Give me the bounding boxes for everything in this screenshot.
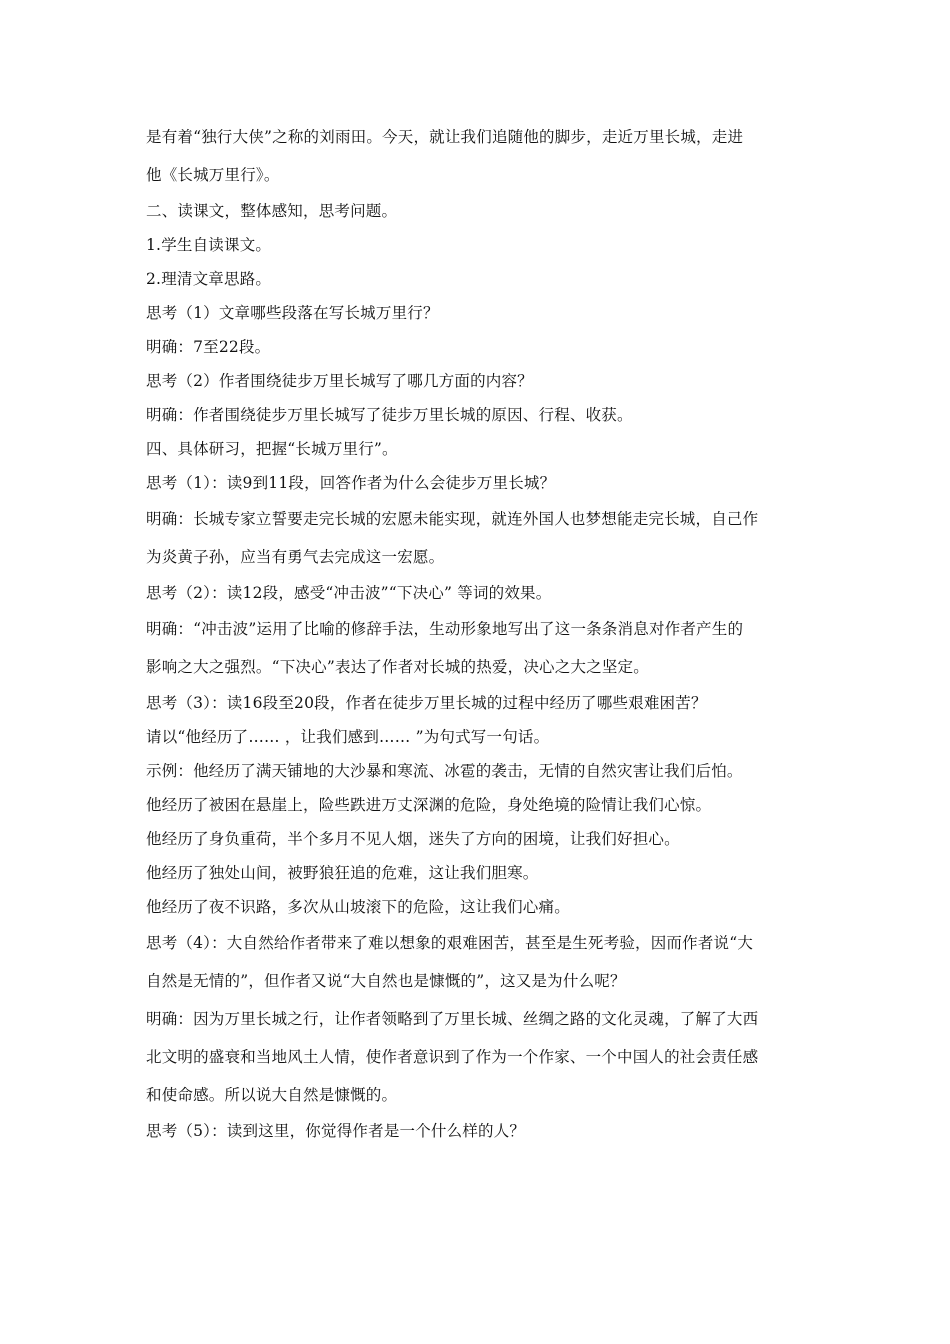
question-line: 思考（2）作者围绕徒步万里长城写了哪几方面的内容？ [146, 372, 533, 390]
answer-line: 明确：7至22段。 [146, 338, 271, 356]
answer-line: 为炎黄子孙，应当有勇气去完成这一宏愿。 [146, 548, 445, 566]
answer-line: 和使命感。所以说大自然是慷慨的。 [146, 1086, 398, 1104]
text-line: 1.学生自读课文。 [146, 236, 272, 254]
example-line: 他经历了身负重荷，半个多月不见人烟，迷失了方向的困境，让我们好担心。 [146, 830, 680, 848]
instruction-line: 请以“他经历了…… ，让我们感到…… ”为句式写一句话。 [146, 728, 550, 746]
text-line: 2.理清文章思路。 [146, 270, 272, 288]
section-heading: 二、读课文，整体感知，思考问题。 [146, 202, 398, 220]
question-line: 思考（2）：读12段，感受“冲击波”“下决心” 等词的效果。 [146, 584, 552, 602]
answer-line: 明确：因为万里长城之行，让作者领略到了万里长城、丝绸之路的文化灵魂，了解了大西 [146, 1010, 759, 1028]
document-body [146, 118, 810, 1148]
answer-line: 明确：作者围绕徒步万里长城写了徒步万里长城的原因、行程、收获。 [146, 406, 633, 424]
example-line: 他经历了被困在悬崖上，险些跌进万丈深渊的危险，身处绝境的险情让我们心惊。 [146, 796, 712, 814]
answer-line: 影响之大之强烈。“下决心”表达了作者对长城的热爱，决心之大之坚定。 [146, 658, 649, 676]
answer-line: 北文明的盛衰和当地风土人情，使作者意识到了作为一个作家、一个中国人的社会责任感 [146, 1048, 759, 1066]
text-line: 是有着“独行大侠”之称的刘雨田。今天，就让我们追随他的脚步，走近万里长城，走进 [146, 128, 744, 146]
question-line: 思考（3）：读16段至20段，作者在徒步万里长城的过程中经历了哪些艰难困苦？ [146, 694, 707, 712]
question-line: 思考（5）：读到这里，你觉得作者是一个什么样的人？ [146, 1122, 526, 1140]
example-line: 示例：他经历了满天铺地的大沙暴和寒流、冰雹的袭击，无情的自然灾害让我们后怕。 [146, 762, 743, 780]
question-line: 思考（4）：大自然给作者带来了难以想象的艰难困苦，甚至是生死考验，因而作者说“大 [146, 934, 754, 952]
question-line: 思考（1）文章哪些段落在写长城万里行？ [146, 304, 439, 322]
section-heading: 四、具体研习，把握“长城万里行”。 [146, 440, 398, 458]
question-line: 自然是无情的”，但作者又说“大自然也是慷慨的”，这又是为什么呢？ [146, 972, 626, 990]
question-line: 思考（1）：读9到11段，回答作者为什么会徒步万里长城？ [146, 474, 556, 492]
example-line: 他经历了独处山间，被野狼狂追的危难，这让我们胆寒。 [146, 864, 539, 882]
example-line: 他经历了夜不识路，多次从山坡滚下的危险，这让我们心痛。 [146, 898, 570, 916]
answer-line: 明确：“冲击波”运用了比喻的修辞手法，生动形象地写出了这一条条消息对作者产生的 [146, 620, 744, 638]
answer-line: 明确：长城专家立誓要走完长城的宏愿未能实现，就连外国人也梦想能走完长城，自己作 [146, 510, 759, 528]
text-line: 他《长城万里行》。 [146, 166, 280, 184]
